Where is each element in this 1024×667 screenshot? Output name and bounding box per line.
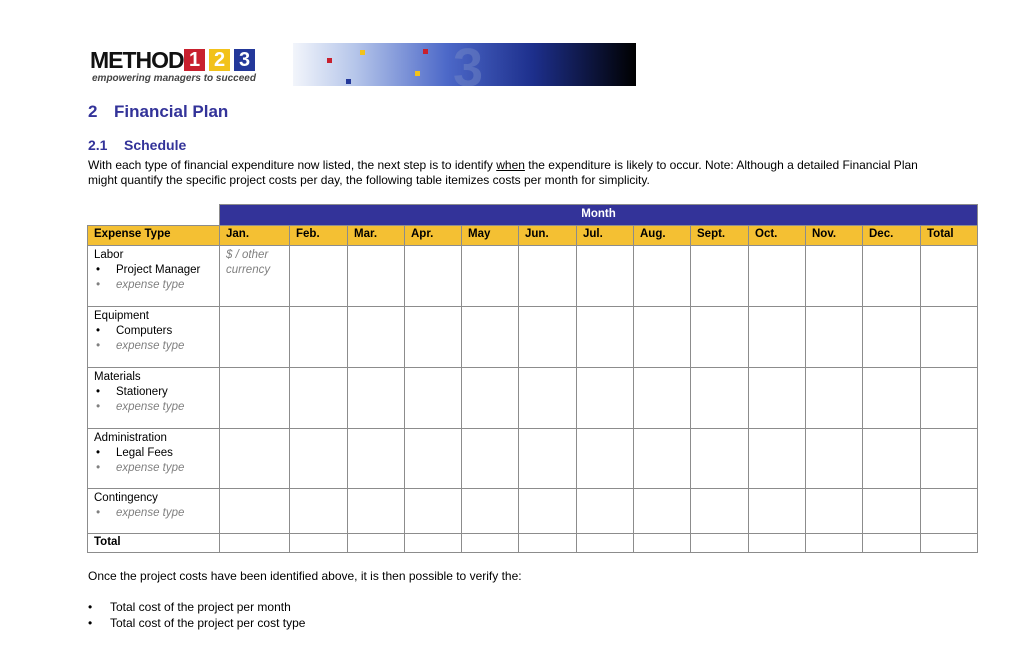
column-header: Aug. [634, 226, 691, 246]
total-cell[interactable] [290, 534, 348, 553]
expense-type-placeholder: • expense type [94, 339, 213, 354]
intro-paragraph [88, 158, 948, 188]
amount-cell[interactable] [405, 489, 462, 534]
logo-digit-2: 2 [209, 49, 230, 71]
amount-cell[interactable] [863, 489, 921, 534]
column-header: May [462, 226, 519, 246]
total-cell[interactable] [691, 534, 749, 553]
amount-cell[interactable] [634, 246, 691, 307]
column-header: Mar. [348, 226, 405, 246]
amount-cell[interactable] [405, 246, 462, 307]
expense-item: • Legal Fees [94, 446, 213, 461]
amount-cell[interactable] [577, 489, 634, 534]
intro-text: the expenditure is likely to occur. Note: Although a detailed Financial Plan might quantify the specific project costs per day, the following table itemizes costs per month for simplicity. [88, 158, 918, 187]
amount-cell[interactable] [220, 368, 290, 429]
table-row [88, 246, 978, 307]
amount-cell[interactable] [634, 368, 691, 429]
total-cell[interactable] [634, 534, 691, 553]
amount-cell[interactable] [348, 246, 405, 307]
amount-cell[interactable] [863, 429, 921, 489]
column-header: Nov. [806, 226, 863, 246]
amount-cell[interactable] [749, 489, 806, 534]
amount-cell[interactable] [806, 489, 863, 534]
subsection-heading [88, 137, 186, 153]
amount-cell[interactable] [634, 429, 691, 489]
amount-cell[interactable] [577, 246, 634, 307]
table-row [88, 307, 978, 368]
total-cell[interactable] [220, 534, 290, 553]
total-cell[interactable] [348, 534, 405, 553]
column-header: Jun. [519, 226, 577, 246]
total-cell[interactable] [806, 534, 863, 553]
amount-cell[interactable] [863, 246, 921, 307]
intro-emphasis: when [496, 158, 525, 172]
amount-cell[interactable] [405, 429, 462, 489]
amount-cell[interactable] [749, 429, 806, 489]
amount-cell[interactable] [749, 368, 806, 429]
total-row [88, 534, 978, 553]
list-item: • Total cost of the project per cost type [88, 615, 305, 631]
category-label: Labor [94, 249, 124, 261]
summary-text: Once the project costs have been identified above, it is then possible to verify the: [88, 569, 522, 583]
amount-cell[interactable] [863, 368, 921, 429]
amount-cell[interactable] [519, 489, 577, 534]
intro-text: With each type of financial expenditure now listed, the next step is to identify [88, 158, 497, 172]
table-row [88, 429, 978, 489]
amount-cell[interactable] [749, 246, 806, 307]
section-number: 2 [88, 102, 98, 121]
category-label: Contingency [94, 492, 158, 504]
header-banner-image [293, 43, 636, 86]
amount-cell[interactable] [220, 307, 290, 368]
amount-cell[interactable] [921, 368, 978, 429]
total-cell[interactable] [462, 534, 519, 553]
logo-digit-3: 3 [234, 49, 255, 71]
verify-list [88, 599, 305, 631]
amount-cell[interactable] [519, 368, 577, 429]
expense-item: • Computers [94, 324, 213, 339]
amount-cell[interactable] [290, 429, 348, 489]
amount-cell[interactable] [577, 307, 634, 368]
banner-square [346, 79, 351, 84]
logo-tagline: empowering managers to succeed [92, 73, 256, 84]
amount-cell[interactable] [863, 307, 921, 368]
banner-square [423, 49, 428, 54]
amount-cell[interactable] [348, 368, 405, 429]
banner-graphic: 3 [453, 43, 484, 86]
subsection-title: Schedule [124, 137, 187, 153]
amount-cell[interactable] [348, 307, 405, 368]
amount-cell[interactable] [749, 307, 806, 368]
table-row [88, 368, 978, 429]
total-cell[interactable] [577, 534, 634, 553]
total-label: Total [88, 534, 220, 553]
financial-schedule-table [87, 204, 978, 553]
amount-cell[interactable] [220, 489, 290, 534]
amount-cell[interactable] [806, 307, 863, 368]
amount-cell[interactable] [405, 307, 462, 368]
amount-cell[interactable] [806, 429, 863, 489]
expense-type-placeholder: • expense type [94, 278, 213, 293]
amount-cell[interactable] [348, 429, 405, 489]
amount-cell[interactable] [462, 368, 519, 429]
amount-cell[interactable] [921, 246, 978, 307]
category-label: Equipment [94, 310, 149, 322]
amount-cell[interactable] [806, 246, 863, 307]
column-header: Jul. [577, 226, 634, 246]
amount-cell[interactable] [806, 368, 863, 429]
expense-type-placeholder: • expense type [94, 506, 213, 521]
expense-category-cell[interactable] [88, 368, 220, 429]
amount-cell[interactable] [691, 246, 749, 307]
banner-square [360, 50, 365, 55]
expense-category-cell[interactable] [88, 246, 220, 307]
column-header: Feb. [290, 226, 348, 246]
amount-cell[interactable] [519, 246, 577, 307]
total-cell[interactable] [519, 534, 577, 553]
amount-cell[interactable] [577, 368, 634, 429]
banner-square [327, 58, 332, 63]
list-item: • Total cost of the project per month [88, 599, 305, 615]
month-header: Month [220, 205, 978, 226]
banner-square [415, 71, 420, 76]
amount-cell[interactable] [290, 246, 348, 307]
expense-item: • Stationery [94, 385, 213, 400]
category-label: Administration [94, 432, 167, 444]
amount-cell[interactable] [290, 307, 348, 368]
table-row [88, 489, 978, 534]
column-header: Total [921, 226, 978, 246]
expense-category-cell[interactable] [88, 429, 220, 489]
amount-cell[interactable] [462, 307, 519, 368]
total-cell[interactable] [921, 534, 978, 553]
total-cell[interactable] [405, 534, 462, 553]
column-header: Oct. [749, 226, 806, 246]
amount-cell[interactable] [519, 307, 577, 368]
amount-cell[interactable] [691, 429, 749, 489]
category-label: Materials [94, 371, 141, 383]
column-header: Expense Type [88, 226, 220, 246]
column-header: Dec. [863, 226, 921, 246]
section-title: Financial Plan [114, 102, 229, 121]
amount-cell[interactable] [519, 429, 577, 489]
expense-type-placeholder: • expense type [94, 400, 213, 415]
amount-cell[interactable] [634, 307, 691, 368]
amount-cell[interactable] [290, 489, 348, 534]
amount-cell[interactable] [462, 429, 519, 489]
amount-cell[interactable] [348, 489, 405, 534]
amount-cell[interactable] [921, 489, 978, 534]
amount-cell[interactable] [577, 429, 634, 489]
expense-category-cell[interactable] [88, 489, 220, 534]
amount-cell[interactable] [220, 429, 290, 489]
logo-digit-1: 1 [184, 49, 205, 71]
amount-cell[interactable] [634, 489, 691, 534]
column-header-row [88, 226, 978, 246]
amount-cell[interactable] [691, 368, 749, 429]
amount-cell[interactable] [462, 489, 519, 534]
expense-item: • Project Manager [94, 263, 213, 278]
month-header-row [88, 205, 978, 226]
method123-logo [90, 45, 262, 87]
amount-cell[interactable] [921, 429, 978, 489]
amount-cell[interactable]: $ / other currency [220, 246, 290, 307]
column-header: Jan. [220, 226, 290, 246]
total-cell[interactable] [863, 534, 921, 553]
amount-cell[interactable] [921, 307, 978, 368]
expense-type-placeholder: • expense type [94, 461, 213, 476]
amount-cell[interactable] [691, 489, 749, 534]
amount-cell[interactable] [462, 246, 519, 307]
total-cell[interactable] [749, 534, 806, 553]
amount-cell[interactable] [691, 307, 749, 368]
amount-cell[interactable] [405, 368, 462, 429]
amount-cell[interactable] [290, 368, 348, 429]
subsection-number: 2.1 [88, 137, 108, 153]
logo-word: METHOD [90, 47, 184, 73]
section-heading [88, 102, 228, 122]
expense-category-cell[interactable] [88, 307, 220, 368]
column-header: Sept. [691, 226, 749, 246]
column-header: Apr. [405, 226, 462, 246]
